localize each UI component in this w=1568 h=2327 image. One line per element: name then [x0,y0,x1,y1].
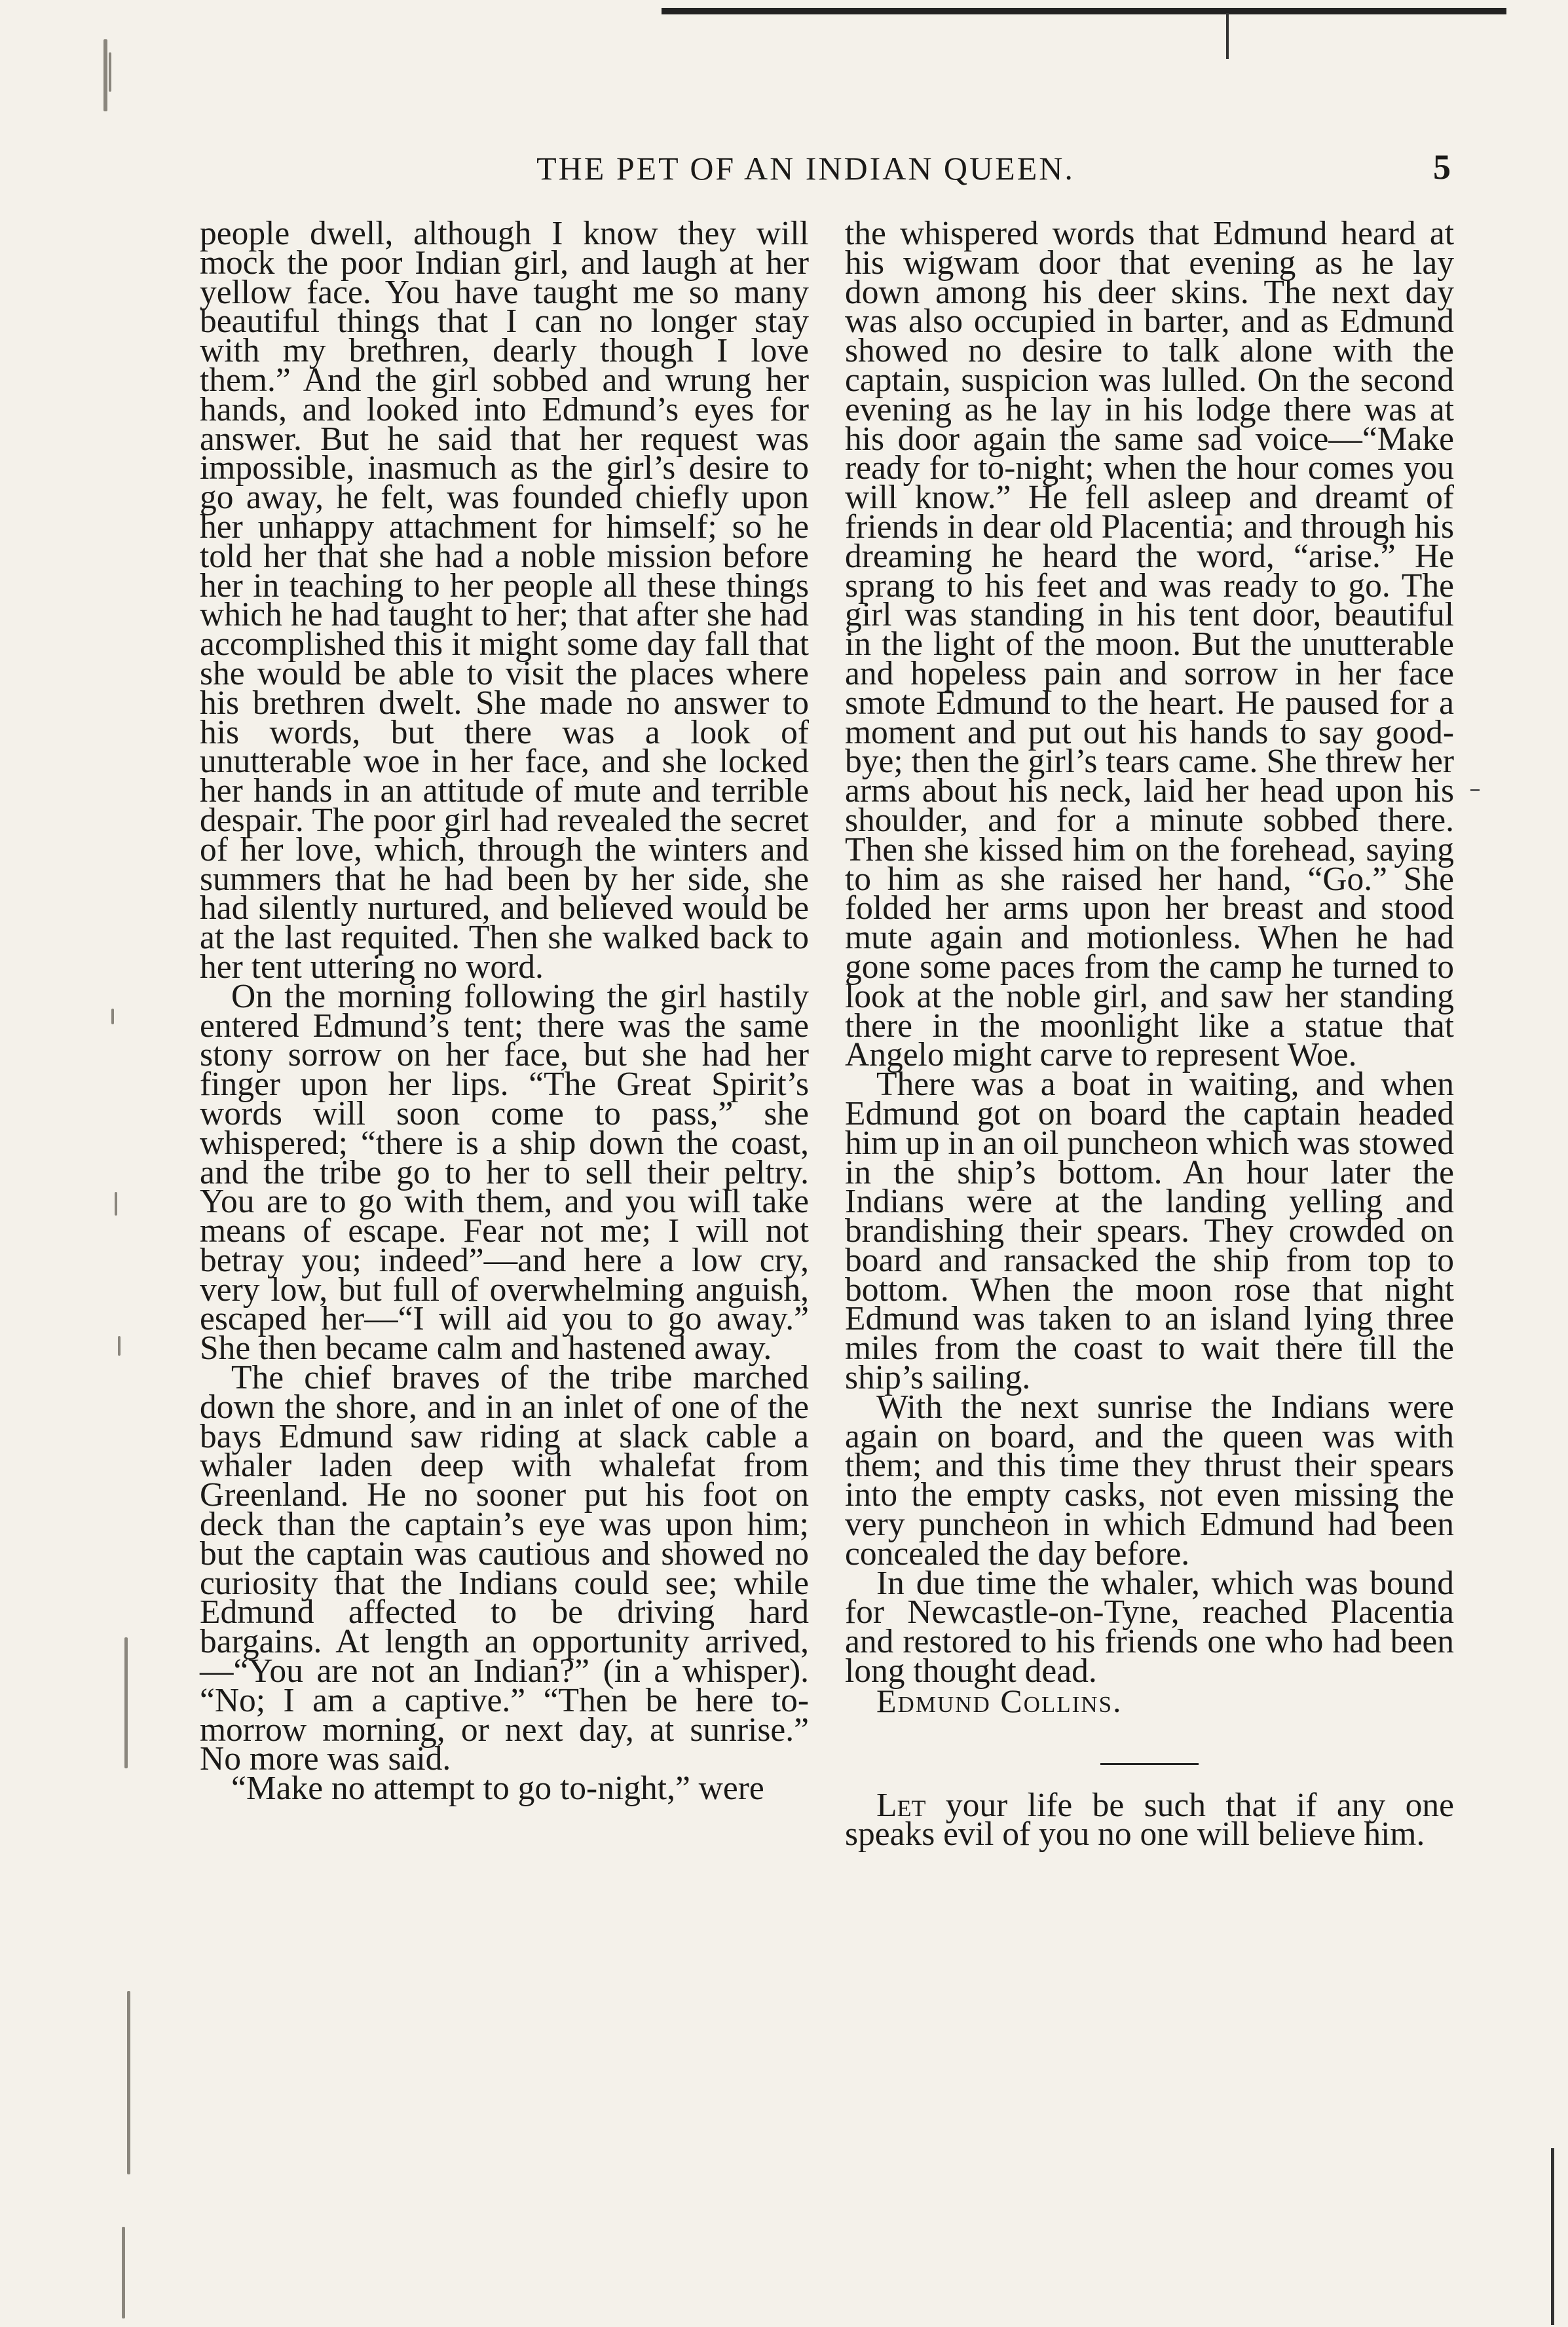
paragraph: In due time the whaler, which was bound for Newcastle-on-Tyne, reached Placentia and restored to his friends one who had been long thought dead. [845,1564,1454,1690]
left-column [200,215,809,1808]
epigraph-lead: Let [876,1786,926,1824]
top-rule [662,8,1506,14]
author-signature: Edmund Collins. [876,1682,1123,1719]
binding-edge-marks [59,26,216,2318]
paragraph: people dwell, although I know they will mock the poor Indian girl, and laugh at her yellow face. You have taught me so many beautiful things that I can no longer stay with my brethren, dearly though I love them.” And the girl sobbed and wrung her hands, and looked into Edmund’s eyes for answer. But he said that her request was impossible, inasmuch as the girl’s desire to go away, he felt, was founded chiefly upon her unhappy attachment for himself; so he told her that she had a noble mission before her in teaching to her people all these things which he had taught to her; that after she had accomplished this it might some day fall that she would be able to visit the places where his brethren dwelt. She made no answer to his words, but there was a look of unutterable woe in her face, and she locked her hands in an attitude of mute and terrible despair. The poor girl had revealed the secret of her love, which, through the winters and summers that he had been by her side, she had silently nurtured, and believed would be at the last requited. Then she walked back to her tent uttering no word. [200,215,809,986]
paragraph: “Make no attempt to go to-night,” were [231,1770,764,1808]
right-column [845,215,1454,1853]
page-edge-mark [1551,2148,1554,2325]
margin-mark [1470,789,1480,791]
paragraph: the whispered words that Edmund heard at his wigwam door that evening as he lay down among his deer skins. The next day was also occupied in barter, and as Edmund showed no desire to talk alone with the captain, suspicion was lulled. On the second evening as he lay in his lodge there was at his door again the same sad voice—“Make ready for to-night; when the hour comes you will know.” He fell asleep and dreamt of friends in dear old Placentia; and through his dreaming he heard the word, “arise.” He sprang to his feet and was ready to go. The girl was standing in his tent door, beautiful in the light of the moon. But the unutterable and hopeless pain and sorrow in her face smote Edmund to the heart. He paused for a moment and put out his hands to say good-bye; then the girl’s tears came. She threw her arms about his neck, laid her head upon his shoulder, and for a minute sobbed there. Then she kissed him on the forehead, saying to him as she raised her hand, “Go.” She folded her arms upon her breast and stood mute again and motionless. When he had gone some paces from the camp he turned to look at the noble girl, and saw her standing there in the moonlight like a statue that Angelo might carve to represent Woe. [845,215,1454,1074]
epigraph-text: your life be such that if any one speaks evil of you no one will believe him. [845,1786,1454,1853]
epigraph [845,1786,1454,1853]
paragraph: With the next sunrise the Indians were again on board, and the queen was with them; and this time they thrust their spears into the empty casks, not even missing the very puncheon in which Edmund had been concealed the day before. [845,1388,1454,1573]
running-title: THE PET OF AN INDIAN QUEEN. [536,150,1075,187]
paragraph: There was a boat in waiting, and when Edmund got on board the captain headed him up in an oil puncheon which was stowed in the ship’s bottom. An hour later the Indians were at the landing yelling and brandishing their spears. They crowded on board and ransacked the ship from top to bottom. When the moon rose that night Edmund was taken to an island lying three miles from the coast to wait there till the ship’s sailing. [845,1066,1454,1397]
paragraph: On the morning following the girl hastily entered Edmund’s tent; there was the same stony sorrow on her face, but she had her finger upon her lips. “The Great Spirit’s words will soon come to pass,” she whispered; “there is a ship down the coast, and the tribe go to her to sell their peltry. You are to go with them, and you will take means of escape. Fear not me; I will not betray you; indeed”—and here a low cry, very low, but full of overwhelming anguish, escaped her—“I will aid you to go away.” She then became calm and hastened away. [200,977,809,1368]
paragraph: The chief braves of the tribe marched down the shore, and in an inlet of one of the bays Edmund saw riding at slack cable a whaler laden deep with whalefat from Greenland. He no sooner put his foot on deck than the captain’s eye was upon him; but the captain was cautious and showed no curiosity that the Indians could see; while Edmund affected to be driving hard bargains. At length an opportunity arrived,—“You are not an Indian?” (in a whisper). “No; I am a captive.” “Then be here to-morrow morning, or next day, at sunrise.” No more was said. [200,1359,809,1778]
top-rule-tick [1226,13,1229,59]
section-divider [1100,1763,1199,1765]
page-number: 5 [1433,147,1451,187]
